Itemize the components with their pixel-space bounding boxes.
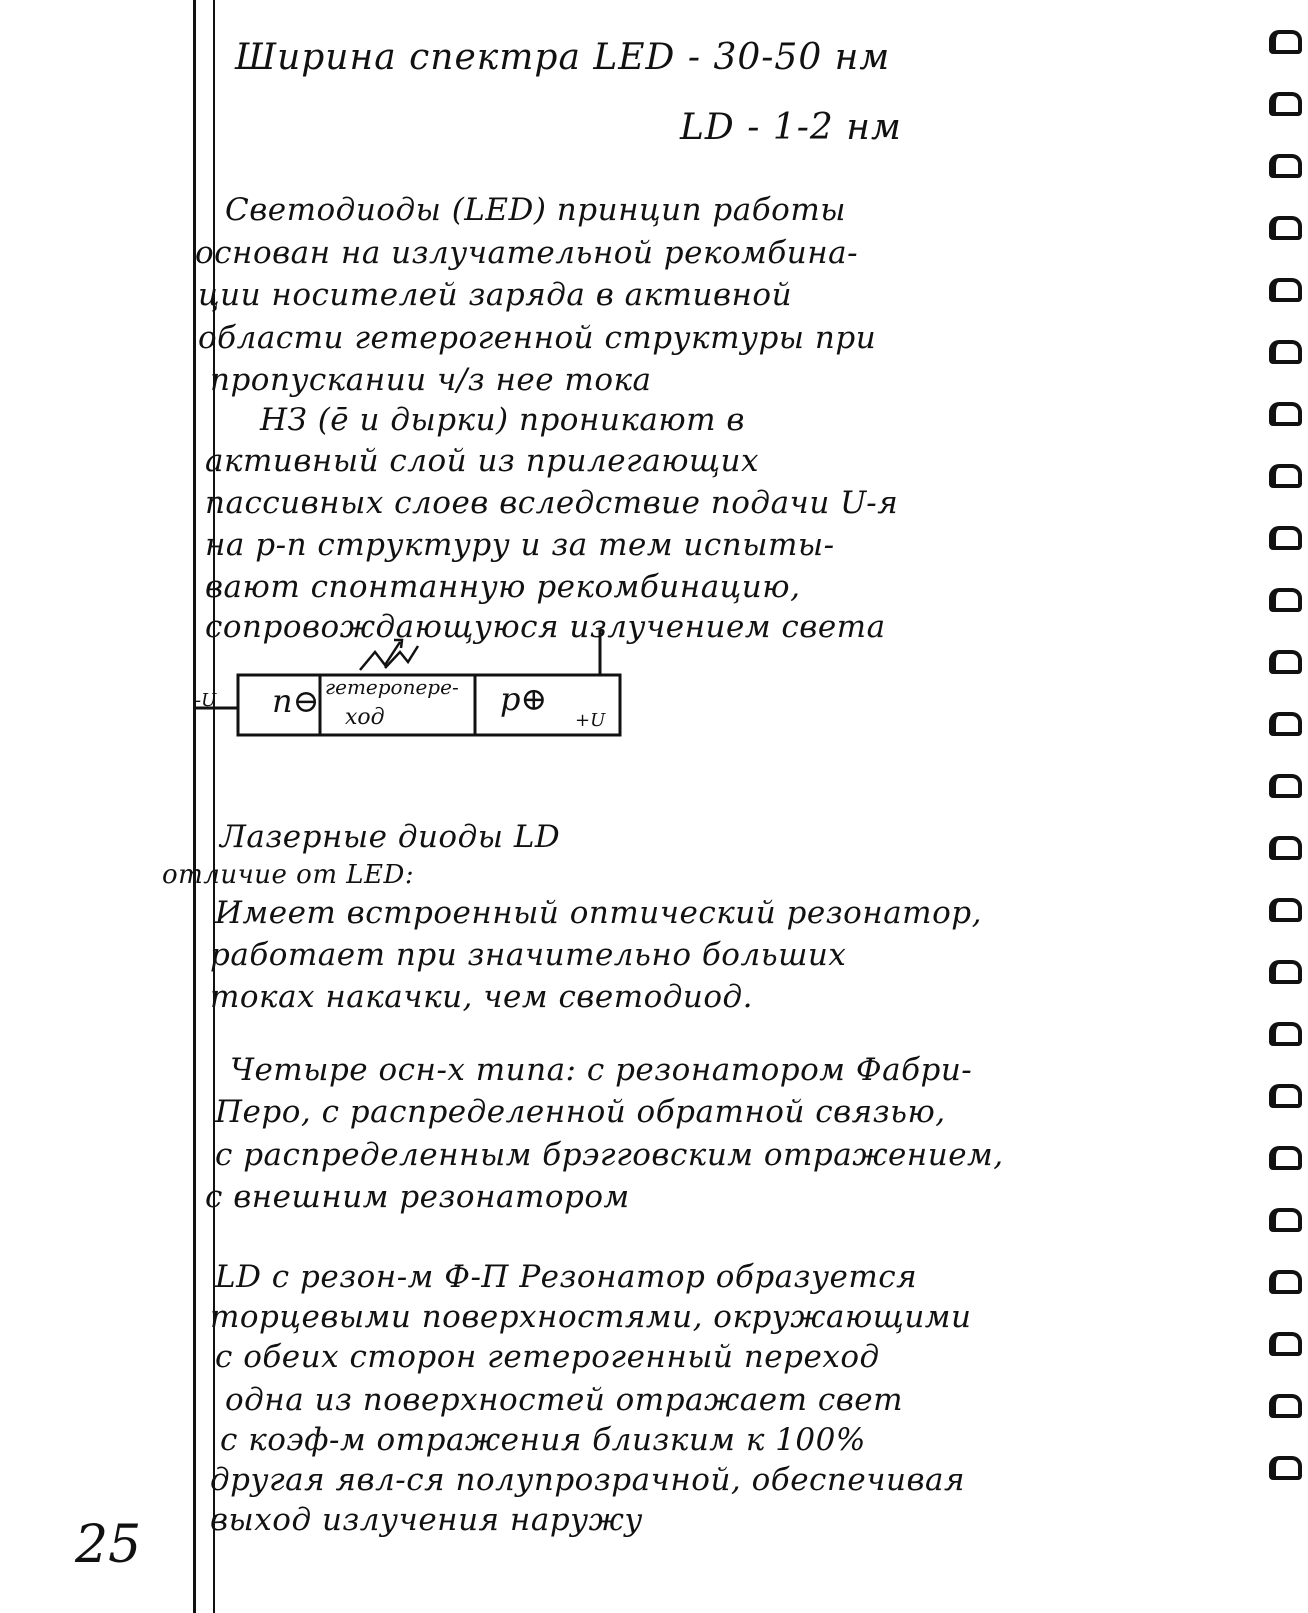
binding-ring xyxy=(1269,402,1302,426)
binding-ring xyxy=(1269,588,1302,612)
fp-line-1: LD с резон-м Ф-П Резонатор образуется xyxy=(215,1259,918,1295)
binding-ring xyxy=(1269,960,1302,984)
fp-line-6: другая явл-ся полупрозрачной, обеспечивая xyxy=(210,1462,966,1498)
fp-line-2: торцевыми поверхностями, окружающими xyxy=(210,1299,972,1335)
binding-ring xyxy=(1269,154,1302,178)
binding-ring xyxy=(1269,898,1302,922)
header-spectrum-width-led: Ширина спектра LED - 30-50 нм xyxy=(235,37,891,78)
led-line-11: сопровождающуюся излучением света xyxy=(205,609,886,645)
led-line-10: вают спонтанную рекомбинацию, xyxy=(205,569,801,605)
ld-subtitle: отличие от LED: xyxy=(162,860,415,890)
led-line-9: на p-n структуру и за тем испыты- xyxy=(205,527,835,563)
binding-ring xyxy=(1269,1022,1302,1046)
diagram-plus-terminal: +U xyxy=(575,710,606,731)
fp-line-7: выход излучения наружу xyxy=(210,1502,643,1538)
binding-ring xyxy=(1269,1208,1302,1232)
ld-line-1: Имеет встроенный оптический резонатор, xyxy=(215,895,982,931)
binding-ring xyxy=(1269,340,1302,364)
diagram-heterojunction-line1: гетеропере- xyxy=(325,675,459,699)
led-line-8: пассивных слоев вследствие подачи U-я xyxy=(205,485,899,521)
emission-arrow-icon xyxy=(360,642,400,670)
binding-ring xyxy=(1269,836,1302,860)
led-line-1: Светодиоды (LED) принцип работы xyxy=(225,192,846,228)
binding-ring xyxy=(1269,30,1302,54)
binding-ring xyxy=(1269,712,1302,736)
binding-ring xyxy=(1269,1456,1302,1480)
fp-line-5: с коэф-м отражения близким к 100% xyxy=(220,1422,866,1458)
binding-ring xyxy=(1269,526,1302,550)
ld-line-2: работает при значительно больших xyxy=(210,937,847,973)
binding-ring xyxy=(1269,1084,1302,1108)
spiral-binding xyxy=(1268,0,1308,1613)
header-spectrum-width-ld: LD - 1-2 нм xyxy=(680,107,902,148)
binding-ring xyxy=(1269,650,1302,674)
diagram-n-region: n⊖ xyxy=(272,682,320,720)
binding-ring xyxy=(1269,278,1302,302)
ld-line-3: токах накачки, чем светодиод. xyxy=(210,979,754,1015)
diagram-minus-terminal: -U xyxy=(195,690,217,711)
types-line-1: Четыре осн-х типа: с резонатором Фабри- xyxy=(230,1052,973,1088)
binding-ring xyxy=(1269,464,1302,488)
diagram-heterojunction-line2: ход xyxy=(345,705,385,730)
ld-title: Лазерные диоды LD xyxy=(220,819,561,855)
led-line-4: области гетерогенной структуры при xyxy=(198,320,877,356)
binding-ring xyxy=(1269,1394,1302,1418)
binding-ring xyxy=(1269,1270,1302,1294)
binding-ring xyxy=(1269,216,1302,240)
page-number: 25 xyxy=(75,1515,142,1575)
led-line-6: НЗ (ē и дырки) проникают в xyxy=(260,402,745,438)
led-line-7: активный слой из прилегающих xyxy=(205,443,759,479)
diagram-p-region: p⊕ xyxy=(500,680,548,718)
binding-ring xyxy=(1269,1146,1302,1170)
binding-ring xyxy=(1269,1332,1302,1356)
fp-line-4: одна из поверхностей отражает свет xyxy=(225,1382,903,1418)
led-line-2: основан на излучательной рекомбина- xyxy=(195,235,859,271)
binding-ring xyxy=(1269,92,1302,116)
fp-line-3: с обеих сторон гетерогенный переход xyxy=(215,1339,880,1375)
types-line-3: с распределенным брэгговским отражением, xyxy=(215,1137,1004,1173)
types-line-2: Перо, с распределенной обратной связью, xyxy=(215,1094,946,1130)
led-line-3: ции носителей заряда в активной xyxy=(198,277,793,313)
types-line-4: с внешним резонатором xyxy=(205,1179,630,1215)
binding-ring xyxy=(1269,774,1302,798)
led-line-5: пропускании ч/з нее тока xyxy=(210,362,652,398)
